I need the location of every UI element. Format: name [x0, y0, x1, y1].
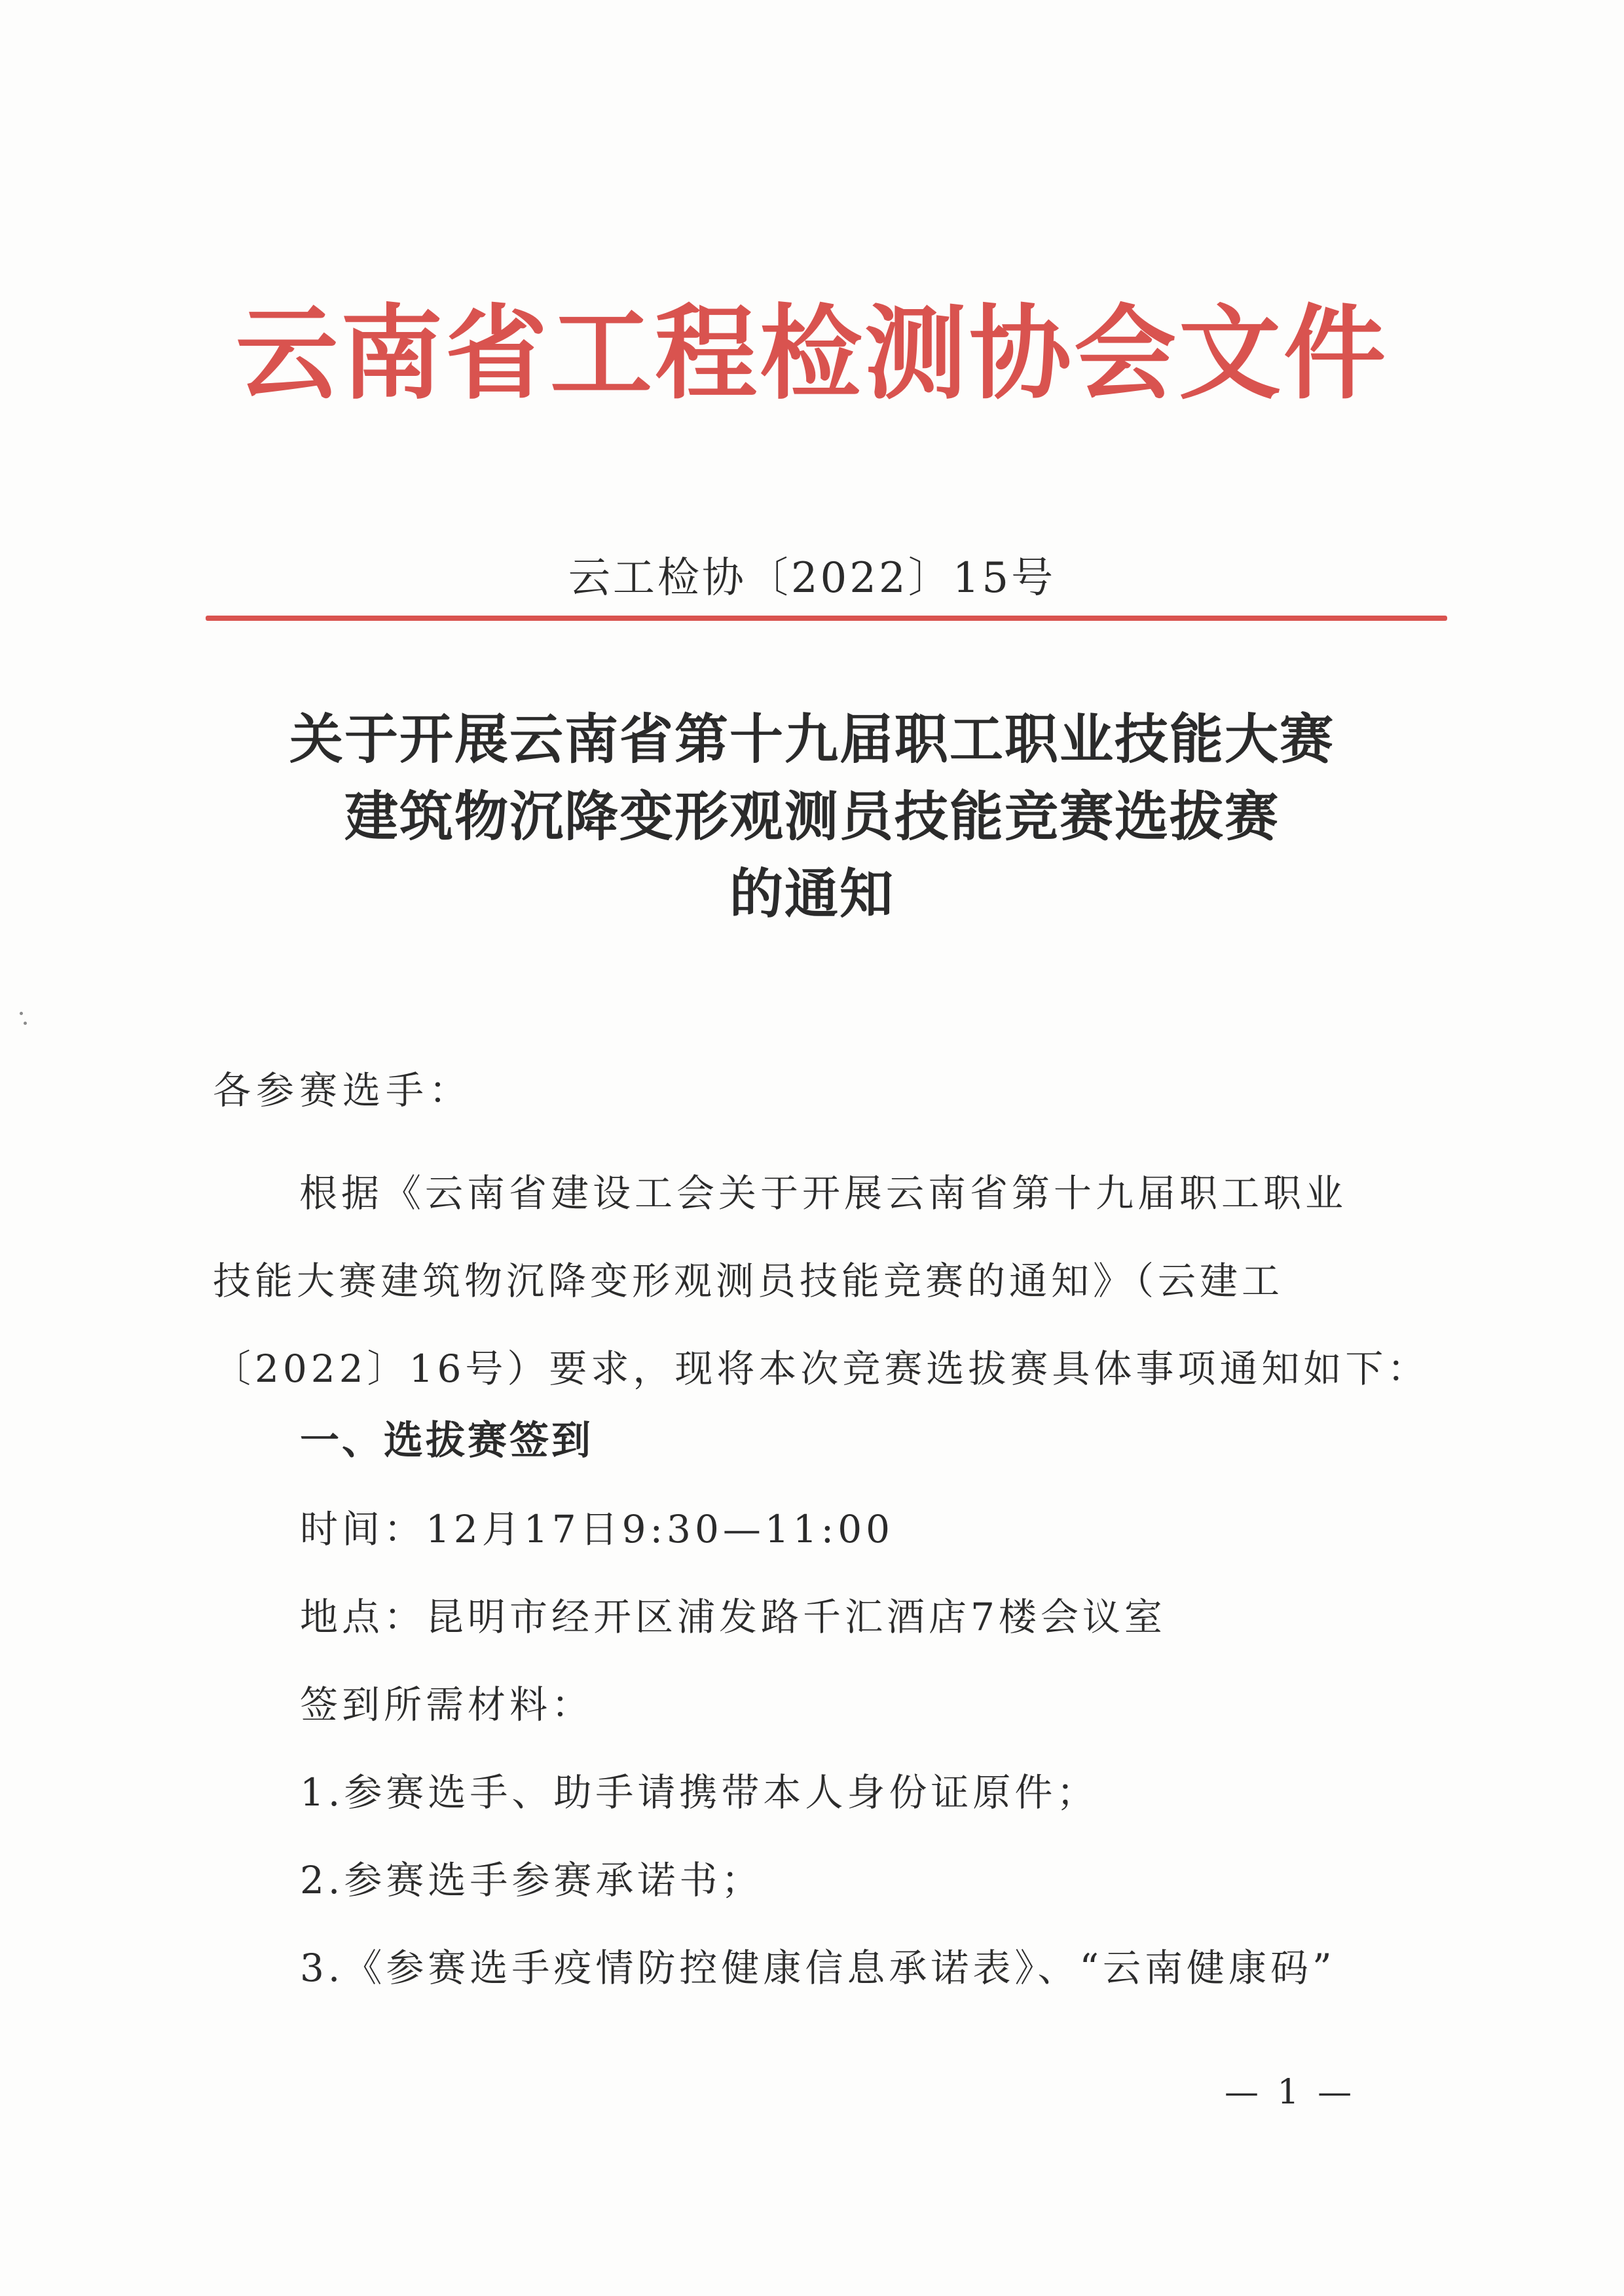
materials-item-1: 1.参赛选手、助手请携带本人身份证原件； [300, 1770, 1099, 1815]
intro-line-1: 根据《云南省建设工会关于开展云南省第十九届职工职业 [299, 1171, 1348, 1215]
materials-item-3: 3.《参赛选手疫情防控健康信息承诺表》、“云南健康码” [300, 1946, 1336, 1990]
section-heading-checkin: 一、选拔赛签到 [300, 1418, 593, 1464]
scan-speck [24, 1022, 27, 1025]
salutation: 各参赛选手： [213, 1068, 473, 1113]
masthead-title: 云南省工程检测协会文件 [236, 293, 1388, 413]
checkin-location: 地点：昆明市经开区浦发路千汇酒店7楼会议室 [300, 1595, 1166, 1639]
checkin-time: 时间：12月17日9:30—11:00 [300, 1507, 894, 1551]
red-divider-line [206, 616, 1447, 621]
materials-label: 签到所需材料： [300, 1682, 594, 1727]
title-line-3: 的通知 [729, 862, 895, 925]
intro-line-3: 〔2022〕16号）要求，现将本次竞赛选拔赛具体事项通知如下： [213, 1346, 1430, 1391]
materials-item-2: 2.参赛选手参赛承诺书； [300, 1858, 764, 1902]
title-line-1: 关于开展云南省第十九届职工职业技能大赛 [289, 708, 1335, 771]
document-number: 云工检协〔2022〕15号 [568, 554, 1056, 602]
notice-title [0, 701, 1624, 933]
title-line-2: 建筑物沉降变形观测员技能竞赛选拔赛 [344, 785, 1280, 848]
scan-speck [20, 1012, 23, 1015]
page-number: — 1 — [1225, 2073, 1356, 2112]
intro-line-2: 技能大赛建筑物沉降变形观测员技能竞赛的通知》（云建工 [213, 1259, 1284, 1303]
intro-paragraph [213, 1149, 1430, 1413]
